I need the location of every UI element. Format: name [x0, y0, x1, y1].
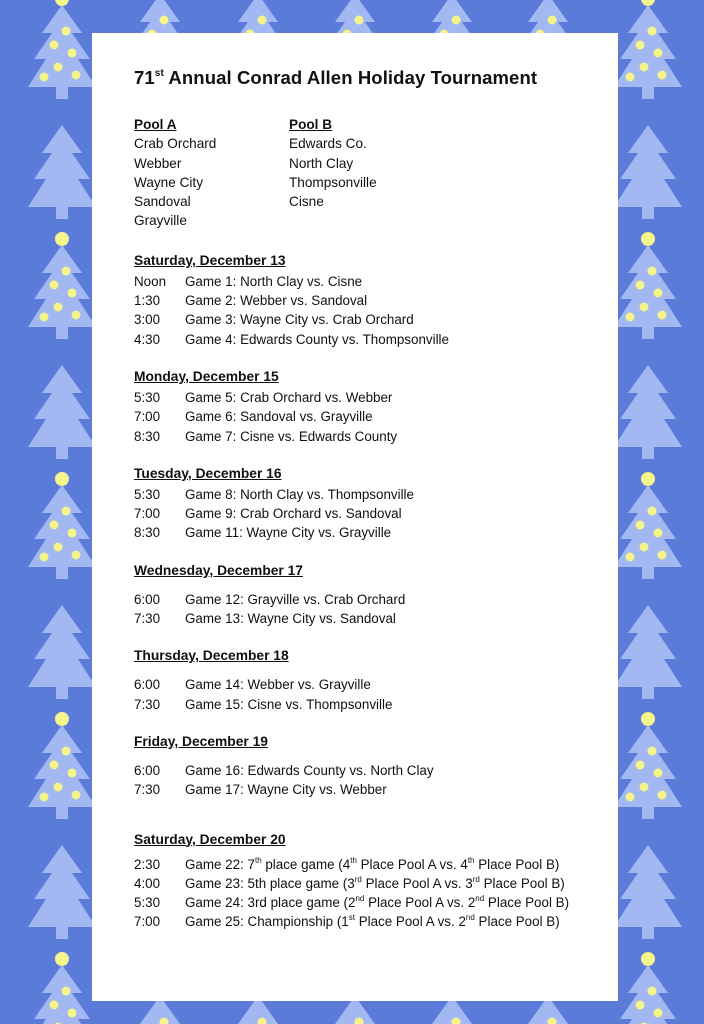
game-time: 7:00 [134, 914, 161, 930]
ordinal-suffix: rd [354, 874, 362, 884]
day-heading: Thursday, December 18 [134, 648, 289, 664]
game-text: Game 8: North Clay vs. Thompsonville [185, 486, 414, 502]
game-time: 7:30 [134, 611, 161, 627]
game-time: 5:30 [134, 895, 161, 911]
pool-team: Wayne City [134, 174, 203, 190]
day-heading: Monday, December 15 [134, 368, 279, 384]
game-row [134, 912, 618, 931]
day-section [134, 367, 618, 446]
game-text: Game 2: Webber vs. Sandoval [185, 293, 368, 309]
game-time: 5:30 [134, 389, 161, 405]
game-row [134, 695, 618, 714]
game-text: Place Pool B) [474, 856, 560, 872]
game-text: Game 23: 5th place game (3 [185, 875, 355, 891]
game-text: Game 6: Sandoval vs. Grayville [185, 409, 373, 425]
game-description [185, 523, 391, 542]
day-heading: Friday, December 19 [134, 733, 268, 749]
game-row [134, 855, 618, 874]
game-text: Game 5: Crab Orchard vs. Webber [185, 389, 393, 405]
game-time: 6:00 [134, 677, 161, 693]
game-row [134, 874, 618, 893]
game-text: Game 22: 7 [185, 856, 255, 872]
game-description [185, 695, 392, 714]
decorated-tree-icon [28, 952, 96, 1024]
game-text: place game (4 [261, 856, 351, 872]
game-time: 4:30 [134, 331, 161, 347]
game-time: 1:30 [134, 293, 161, 309]
game-description [185, 893, 569, 912]
game-row [134, 388, 618, 407]
game-text: Game 3: Wayne City vs. Crab Orchard [185, 312, 414, 328]
tree-icon [28, 125, 96, 219]
ordinal-suffix: nd [475, 894, 485, 904]
game-row [134, 330, 618, 349]
game-description [185, 874, 565, 893]
pool-team: Cisne [289, 194, 324, 210]
decorated-tree-icon [614, 232, 682, 339]
pool-team: Webber [134, 155, 182, 171]
tree-icon [614, 365, 682, 459]
pool-team: Edwards Co. [289, 136, 367, 152]
game-time: 7:00 [134, 409, 161, 425]
pools-section [134, 115, 618, 231]
ordinal-suffix: th [350, 855, 357, 865]
game-time: 8:30 [134, 428, 161, 444]
game-text: Game 12: Grayville vs. Crab Orchard [185, 591, 406, 607]
decorated-tree-icon [28, 712, 96, 819]
day-section [134, 732, 618, 800]
game-row [134, 609, 618, 628]
pool-team: Crab Orchard [134, 136, 217, 152]
day-section [134, 251, 618, 349]
pool-team: Sandoval [134, 194, 191, 210]
game-description [185, 388, 392, 407]
decorated-tree-icon [28, 232, 96, 339]
day-heading: Wednesday, December 17 [134, 562, 303, 578]
game-description [185, 855, 559, 874]
day-section [134, 464, 618, 543]
pool-heading: Pool A [134, 117, 177, 132]
tree-icon [28, 845, 96, 939]
day-heading: Saturday, December 13 [134, 252, 286, 268]
day-heading: Saturday, December 20 [134, 831, 286, 847]
decorated-tree-icon [28, 0, 96, 99]
game-text: Game 25: Championship (1 [185, 914, 349, 930]
decorated-tree-icon [614, 0, 682, 99]
day-section [134, 830, 618, 932]
pool-team: Thompsonville [289, 174, 377, 190]
pool-team: North Clay [289, 155, 354, 171]
game-description [185, 330, 449, 349]
game-description [185, 407, 373, 426]
tree-icon [614, 605, 682, 699]
game-text: Place Pool B) [479, 875, 565, 891]
tree-icon [614, 125, 682, 219]
game-description [185, 761, 434, 780]
game-description [185, 504, 402, 523]
game-row [134, 523, 618, 542]
game-row [134, 780, 618, 799]
ordinal-suffix: nd [465, 913, 475, 923]
game-text: Game 7: Cisne vs. Edwards County [185, 428, 398, 444]
game-description [185, 291, 367, 310]
game-text: Game 4: Edwards County vs. Thompsonville [185, 331, 449, 347]
game-row [134, 310, 618, 329]
ordinal-suffix: st [348, 913, 355, 923]
page-title: 71st Annual Conrad Allen Holiday Tournament [134, 67, 538, 88]
game-text: Game 1: North Clay vs. Cisne [185, 273, 363, 289]
game-description [185, 272, 362, 291]
pool-column [134, 115, 289, 231]
day-section [134, 561, 618, 629]
game-time: 6:00 [134, 591, 161, 607]
game-description [185, 609, 396, 628]
schedule-sheet [92, 33, 618, 1001]
pool-column [289, 115, 444, 231]
game-row [134, 893, 618, 912]
game-time: Noon [134, 273, 167, 289]
ordinal-suffix: th [467, 855, 475, 865]
game-time: 2:30 [134, 856, 161, 872]
game-time: 4:00 [134, 875, 161, 891]
decorated-tree-icon [614, 712, 682, 819]
decorated-tree-icon [28, 472, 96, 579]
game-text: Game 9: Crab Orchard vs. Sandoval [185, 506, 402, 522]
ordinal-suffix: th [254, 855, 262, 865]
decorated-tree-icon [614, 472, 682, 579]
pool-team: Grayville [134, 213, 187, 229]
day-section [134, 646, 618, 714]
game-text: Place Pool A vs. 3 [361, 875, 473, 891]
schedule-days [134, 251, 618, 932]
game-text: Place Pool B) [484, 895, 570, 911]
game-row [134, 427, 618, 446]
tree-icon [28, 605, 96, 699]
day-heading: Tuesday, December 16 [134, 465, 282, 481]
game-text: Game 15: Cisne vs. Thompsonville [185, 696, 393, 712]
decorated-tree-icon [614, 952, 682, 1024]
game-text: Place Pool A vs. 2 [354, 914, 466, 930]
game-description [185, 675, 371, 694]
game-description [185, 427, 397, 446]
game-row [134, 675, 618, 694]
game-time: 8:30 [134, 525, 161, 541]
game-description [185, 485, 414, 504]
pool-heading: Pool B [289, 117, 333, 132]
game-time: 7:30 [134, 782, 161, 798]
game-row [134, 272, 618, 291]
game-description [185, 912, 560, 931]
game-text: Game 11: Wayne City vs. Grayville [185, 525, 392, 541]
game-text: Game 14: Webber vs. Grayville [185, 677, 371, 693]
game-time: 7:30 [134, 696, 161, 712]
game-description [185, 780, 387, 799]
game-text: Game 16: Edwards County vs. North Clay [185, 762, 434, 778]
game-text: Place Pool B) [474, 914, 560, 930]
game-text: Game 13: Wayne City vs. Sandoval [185, 611, 396, 627]
game-text: Place Pool A vs. 4 [356, 856, 468, 872]
game-time: 5:30 [134, 486, 161, 502]
game-text: Game 17: Wayne City vs. Webber [185, 782, 387, 798]
game-description [185, 310, 414, 329]
game-row [134, 291, 618, 310]
game-row [134, 407, 618, 426]
game-row [134, 504, 618, 523]
tree-icon [614, 845, 682, 939]
game-row [134, 485, 618, 504]
game-text: Place Pool A vs. 2 [364, 895, 476, 911]
ordinal-suffix: nd [355, 894, 365, 904]
ordinal-suffix: rd [472, 874, 480, 884]
game-time: 3:00 [134, 312, 161, 328]
game-time: 6:00 [134, 762, 161, 778]
game-description [185, 590, 405, 609]
game-row [134, 761, 618, 780]
game-row [134, 590, 618, 609]
game-text: Game 24: 3rd place game (2 [185, 895, 356, 911]
tree-icon [28, 365, 96, 459]
game-time: 7:00 [134, 506, 161, 522]
